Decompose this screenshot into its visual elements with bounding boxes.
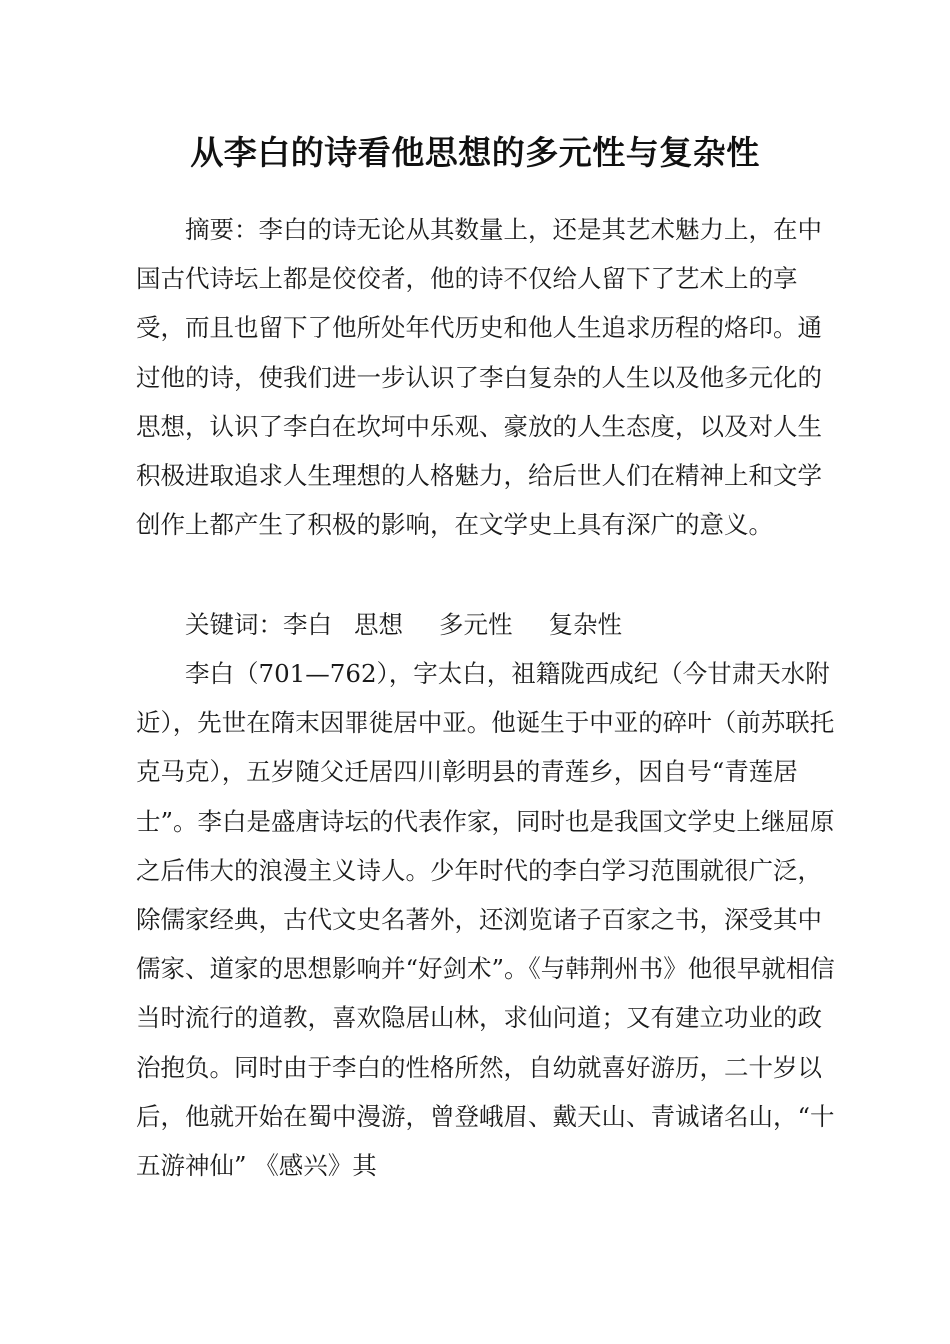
keyword-item: 多元性 [439,610,513,639]
abstract-paragraph: 摘要：李白的诗无论从其数量上，还是其艺术魅力上，在中国古代诗坛上都是佼佼者，他的诗不仅给人留下了艺术上的享受，而且也留下了他所处年代历史和他人生追求历程的烙印。通过他的诗，使我们进一步认识了李白复杂的人生以及他多元化的思想，认识了李白在坎坷中乐观、豪放的人生态度，以及对人生积极进取追求人生理想的人格魅力，给后世人们在精神上和文学创作上都产生了积极的影响，在文学史上具有深广的意义。 [136,215,822,540]
keyword-item: 李白 [283,610,332,639]
abstract-section [136,205,836,549]
keywords-label: 关键词： [185,610,283,639]
keyword-item: 思想 [354,610,403,639]
document-title: 从李白的诗看他思想的多元性与复杂性 [190,133,760,172]
keywords-line [136,600,836,649]
keyword-item: 复杂性 [548,610,622,639]
intro-section [136,649,836,1190]
keywords-section [136,600,836,649]
intro-paragraph: 李白（701—762），字太白，祖籍陇西成纪（今甘肃天水附近），先世在隋末因罪徙居中亚。他诞生于中亚的碎叶（前苏联托克马克），五岁随父迁居四川彰明县的青莲乡，因自号“青莲居士”。李白是盛唐诗坛的代表作家，同时也是我国文学史上继屈原之后伟大的浪漫主义诗人。少年时代的李白学习范围就很广泛，除儒家经典，古代文史名著外，还浏览诸子百家之书，深受其中儒家、道家的思想影响并“好剑术”。《与韩荆州书》他很早就相信当时流行的道教，喜欢隐居山林，求仙问道；又有建立功业的政治抱负。同时由于李白的性格所然，自幼就喜好游历，二十岁以后，他就开始在蜀中漫游，曾登峨眉、戴天山、青诚诸名山，“十五游神仙” 《感兴》其 [136,659,835,1181]
